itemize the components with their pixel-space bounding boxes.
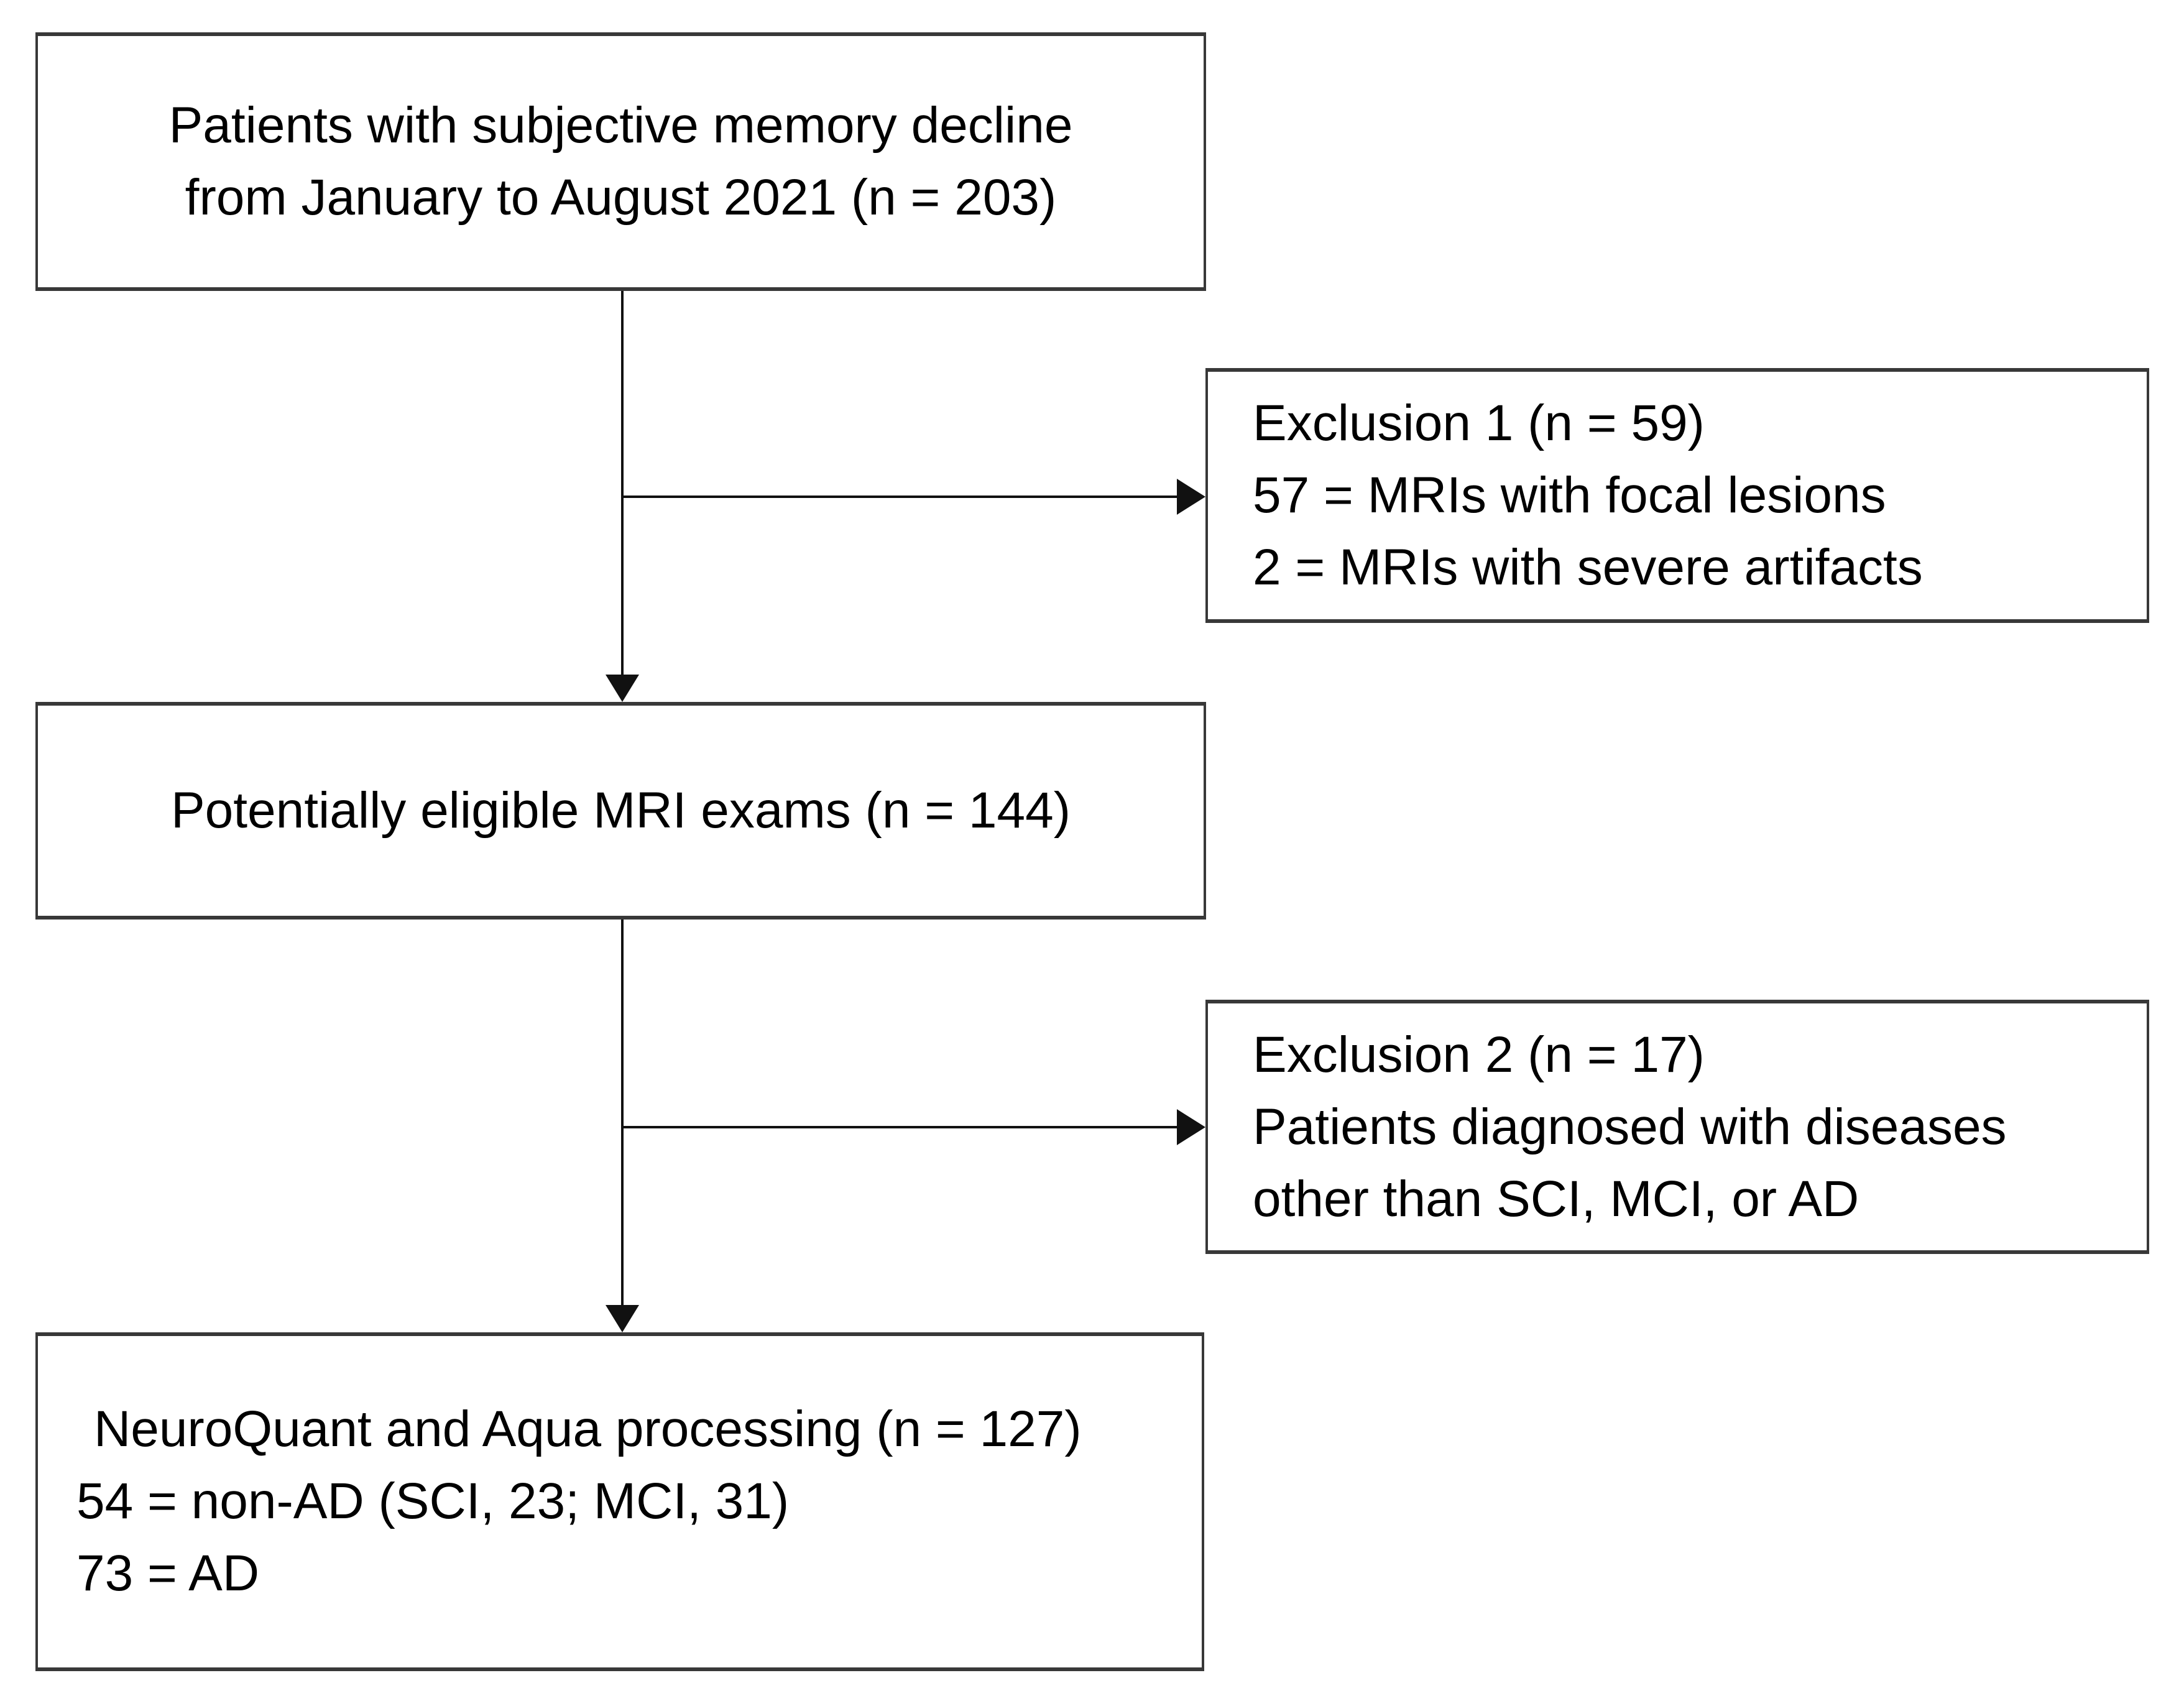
box-text-line: 2 = MRIs with severe artifacts	[1253, 539, 1923, 596]
connector-line-to-exclusion2	[622, 1126, 1177, 1128]
arrowhead-down-icon	[606, 1305, 639, 1332]
box-text-line: Patients diagnosed with diseases	[1253, 1098, 2007, 1155]
connector-line-to-exclusion1	[622, 496, 1177, 498]
box-text-line: Patients with subjective memory decline	[168, 97, 1073, 154]
box-text-line: NeuroQuant and Aqua processing (n = 127)	[94, 1401, 1082, 1457]
arrowhead-right-icon	[1177, 479, 1205, 515]
flow-box-patients	[35, 32, 1206, 291]
box-text-line: from January to August 2021 (n = 203)	[185, 169, 1057, 226]
flow-box-exclusion2	[1205, 1000, 2149, 1254]
connector-line-eligible-to-processing	[621, 920, 624, 1305]
flow-box-eligible	[35, 702, 1206, 920]
flow-box-processing	[35, 1332, 1204, 1671]
connector-line-patients-to-eligible	[621, 291, 624, 675]
box-text-line: other than SCI, MCI, or AD	[1253, 1170, 1859, 1227]
arrowhead-down-icon	[606, 675, 639, 702]
box-text-line: Exclusion 1 (n = 59)	[1253, 395, 1705, 451]
box-text-line: Exclusion 2 (n = 17)	[1253, 1026, 1705, 1083]
box-text-line: 57 = MRIs with focal lesions	[1253, 467, 1886, 523]
box-text-line: 73 = AD	[76, 1545, 260, 1602]
box-text-line: 54 = non-AD (SCI, 23; MCI, 31)	[76, 1473, 790, 1529]
flow-box-exclusion1	[1205, 368, 2149, 623]
box-text-line: Potentially eligible MRI exams (n = 144)	[170, 782, 1071, 839]
arrowhead-right-icon	[1177, 1109, 1205, 1145]
